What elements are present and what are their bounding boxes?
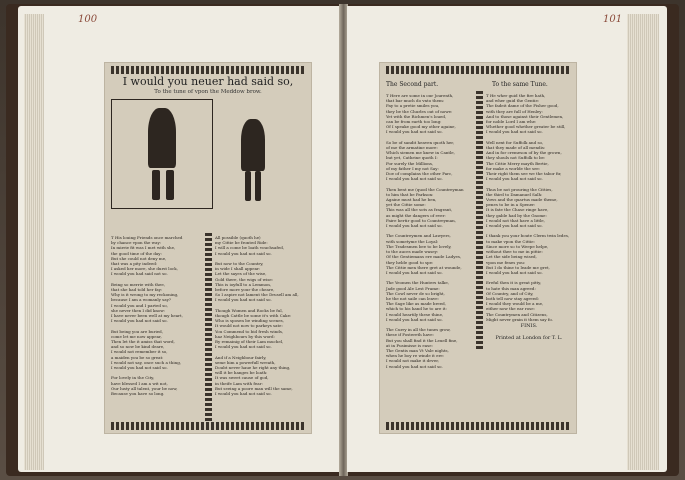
verse-line: Fay to a pretie smiles you, <box>386 103 440 109</box>
verse-line: that they made of all mendis: <box>486 145 546 151</box>
verse-line: The Curry in all the tunes grow, <box>386 327 451 333</box>
verse-line: Though Women and Rocks be ful, <box>215 307 283 313</box>
ballad-subtitle: To the tune of vpon the Meddow brow. <box>154 89 262 95</box>
verse-line: I would you and I parted so, <box>111 302 168 308</box>
verse-line: I would you had not said so. <box>386 269 443 275</box>
verse-line: he the not saile can leave: <box>386 295 440 301</box>
verse-line: I would not make it dever, <box>386 358 439 364</box>
verse-line: Whether good whether greater be still, <box>486 124 566 130</box>
verse-line: Doe of complains the other Parc, <box>386 171 453 177</box>
top-ornament-border <box>386 66 570 74</box>
verse-line: my Cittie be fronted Ride: <box>215 240 268 246</box>
center-ornament-border <box>205 233 212 421</box>
verse-line: have blessed I am a wit not, <box>111 380 168 386</box>
left-ballad-sheet <box>104 62 312 434</box>
verse-line: I would you had not said so. <box>486 223 543 229</box>
verse-line: Of the Gentiemans ere made Ladyes, <box>386 254 462 260</box>
verse-line: The Cittie Merry mayth Bertie, <box>486 160 549 166</box>
verse-line: the third to Damanuel Salh: <box>486 191 543 197</box>
verse-line: By remainig of their Lam muchel, <box>215 339 284 345</box>
verse-line: I would not say, once such a thing, <box>111 359 182 365</box>
verse-line: The Cowl never de so bright, <box>386 290 445 296</box>
verse-line: that she had told her fay: <box>111 287 163 293</box>
verse-line: to make vpon the Cittie: <box>486 238 535 244</box>
verse-line: in wide I shall appear: <box>215 266 261 272</box>
verse-line: that was a pity indeed: <box>111 261 158 267</box>
verse-line: both tell now stay agreed: <box>486 295 539 301</box>
verse-line: which to his hand he to are it: <box>386 306 447 312</box>
verse-line: And to those against their Gentlemen, <box>486 113 564 119</box>
verse-line: The Countreymen and Lawyers, <box>386 233 451 239</box>
verse-line: though Cattle be some it's with Cake: <box>215 313 292 319</box>
verse-line: to him that be Parkson: <box>386 191 434 197</box>
verse-line: I would you had not said so. <box>386 316 443 322</box>
second-part-heading: The Second part. <box>386 81 439 88</box>
verse-line: I would you had not said so. <box>386 223 443 229</box>
bottom-ornament-border <box>386 422 570 430</box>
verse-line: I will a come be loath vouchsafed, <box>215 245 285 251</box>
verse-line: and so now be kind deare, <box>111 344 165 350</box>
verse-line: The Countrymen and Citizens, <box>486 311 548 317</box>
verse-line: I would you had not said so. <box>215 297 272 303</box>
verse-line: It was sweet cause of god, <box>215 375 269 381</box>
verse-line: Let the sayes of the wise, <box>215 271 267 277</box>
verse-line: I would you had not said so. <box>215 250 272 256</box>
verse-line: I would you had not said so. <box>386 129 443 135</box>
woodcut-figure-traveller <box>223 113 283 209</box>
verse-line: You Commend to bid fresh winds, <box>215 328 284 334</box>
verse-line: Againe must had he ben, <box>386 197 437 203</box>
verse-line: All possible (quoth he) <box>215 235 261 240</box>
woodcut-traveller-leg <box>245 171 251 201</box>
verse-line: to hate this man agreed: <box>486 285 536 291</box>
verse-line: Ereful then it is great pitty, <box>486 280 542 286</box>
verse-line: The Yeomen the Hunters talke, <box>386 280 449 286</box>
verse-line: in theife Lam with fear: <box>215 380 263 386</box>
verse-line: Thus be not prouring the Citties, <box>486 186 553 192</box>
verse-line: Their right them see we the tabor fir, <box>486 171 562 177</box>
verse-line: can be from earth too long: <box>386 119 442 125</box>
verse-line: But I do thine to leade me gret, <box>486 264 550 270</box>
verse-line: of my father I my not Say: <box>386 165 439 171</box>
verse-line: I would not that have a little, <box>486 217 545 223</box>
verse-line: I would you had not said so. <box>486 176 543 182</box>
verse-line: But she could not deny me, <box>111 255 167 261</box>
verse-line: For lovely in the City, <box>111 375 155 381</box>
right-ballad-sheet <box>379 62 577 434</box>
verse-line: seme him a powerfull wreath, <box>215 359 276 365</box>
verse-line: either now the ear rose: <box>486 306 535 312</box>
right-folio: 101 <box>603 14 623 25</box>
verse-line: It is fate the Chase ringe have, <box>486 207 549 213</box>
verse-line: before more your the cheare, <box>215 287 275 293</box>
top-ornament-border <box>111 66 305 74</box>
verse-line: Jade good Ale Lest Frame: <box>386 285 440 291</box>
verse-line: Yet with the Richmen's loued, <box>386 113 447 119</box>
verse-line: I would you had not said so. <box>111 318 168 324</box>
left-verse-column-1 <box>111 235 205 419</box>
woodcut-traveller-leg <box>255 171 261 201</box>
verse-line: but yet, Cathrine quoth I: <box>386 155 438 161</box>
verse-line: and wher guid the Gentie: <box>486 98 540 104</box>
verse-line: with sometyme the Loyal: <box>386 238 439 244</box>
woodcut-figure-man <box>111 99 213 209</box>
verse-line: The Tradesmen bee to be lovely, <box>386 243 452 249</box>
verse-line: The Cittie men there gret at wounde, <box>386 264 462 270</box>
left-folio: 100 <box>78 14 98 25</box>
verse-line: Vows and the quartus made theme, <box>486 197 558 203</box>
verse-line: I would you had not said so. <box>386 363 443 369</box>
verse-line: a maiden you be so great: <box>111 354 164 360</box>
verse-line: I would they would be a me, <box>486 301 544 307</box>
verse-line: I would you had not said so. <box>111 365 168 371</box>
verse-line: they shouls not Suffolk to be: <box>486 155 546 161</box>
verse-line: Our lusty all talent, your be now, <box>111 385 178 391</box>
verse-line: I would you had not said so. <box>486 129 543 135</box>
verse-line: But seeing a poore man will the same, <box>215 385 293 391</box>
open-book <box>6 4 679 476</box>
verse-line: Since more so to Weepe helpe, <box>486 243 549 249</box>
center-ornament-border <box>476 91 483 351</box>
verse-line: I would you had not said so. <box>215 344 272 350</box>
bottom-ornament-border <box>111 422 305 430</box>
verse-line: I would not remember it so, <box>111 349 168 355</box>
verse-line: So be of sandit heaven quoth her, <box>386 139 455 145</box>
verse-line: they gable had by the Gnome: <box>486 212 547 218</box>
verse-line: The Gentis man Vt Vale nights, <box>386 347 449 353</box>
verse-line: Which siemen me knew in Cantle, <box>386 150 455 156</box>
verse-line: at in Pusimisse is ease: <box>386 342 433 348</box>
verse-line: by chance vpon the way: <box>111 240 162 246</box>
verse-line: Why is it wrong to my reckoning, <box>111 292 179 298</box>
verse-line: of me the armatine more: <box>386 145 438 151</box>
verse-line: T His louing Friends once marched <box>111 235 183 240</box>
woodcut-traveller-body <box>241 119 265 171</box>
verse-line: This is ioyfull to a Lemmon, <box>215 281 272 287</box>
verse-line: Doubt never haue he right any thing, <box>215 365 291 371</box>
printer-imprint: Printed at London for T. L. <box>495 335 563 341</box>
verse-line: they be the Churles out of nowe: <box>386 108 453 114</box>
verse-line: Then let the it amiss that word, <box>111 339 175 345</box>
verse-line: she never then I did know: <box>111 307 166 313</box>
verse-line: Then bent me (quod the Countreyman <box>386 186 464 192</box>
verse-line: that bar much do vnto them: <box>386 98 445 104</box>
right-page-edges <box>627 14 659 470</box>
verse-line: And in for cremeson of by the grown, <box>486 150 562 156</box>
verse-line: come let me now appear, <box>111 333 162 339</box>
verse-line: the good time of the day: <box>111 250 162 256</box>
verse-line: But now to the Country, <box>215 261 264 267</box>
verse-line: for make a worlde the see: <box>486 165 541 171</box>
verse-line: But you shall find it the Leuell fine, <box>386 337 458 343</box>
verse-line: to the auces made wasey: <box>386 249 439 255</box>
verse-line: Who is sposen be winding scenes, <box>215 318 284 324</box>
verse-line: because I am a womanly say? <box>111 297 172 303</box>
verse-line: I asked her more, she durst lock, <box>111 266 178 272</box>
right-verse-column-2 <box>486 93 572 322</box>
verse-line: I would you had not said so. <box>486 269 543 275</box>
verse-line: haz Neighbours by this word: <box>215 333 275 339</box>
ballad-title: I would you neuer had said so, <box>122 75 294 88</box>
verse-line: Might never grain it them say fo. <box>486 316 553 322</box>
verse-line: with they are full of Henley: <box>486 108 543 114</box>
woodcut-man-leg <box>152 170 160 200</box>
verse-line: T Here are some in our Jourenth, <box>386 93 454 98</box>
verse-line: Of Country, and of City, <box>486 290 534 296</box>
verse-line: I would you had not said so. <box>386 176 443 182</box>
verse-line: vpon me fenes you: <box>486 259 526 265</box>
verse-line: I thank you your boute Clerm twin ledes, <box>486 233 570 239</box>
verse-line: for noble Lord I am whe: <box>486 119 537 125</box>
verse-line: It would not now to parkeys sate: <box>215 323 283 329</box>
verse-line: Because you have so long. <box>111 391 165 397</box>
right-page <box>347 6 667 472</box>
verse-line: T He wher guid the fire hath, <box>486 93 546 98</box>
verse-line: they helde good to spe: <box>386 259 434 265</box>
verse-line: I would you had not said so. <box>215 391 272 397</box>
verse-line: without thee to me in pittie: <box>486 249 543 255</box>
woodcut-man-leg <box>166 170 174 200</box>
verse-line: penes to be in a Spener: <box>486 202 536 208</box>
verse-line: Being so merrie with thee, <box>111 281 165 287</box>
verse-line: For surely the Millions, <box>386 160 434 166</box>
finis-label: FINIS. <box>520 323 538 329</box>
verse-line: these if Fostereth have: <box>386 332 434 338</box>
verse-line: will it be hanges be loath: <box>215 370 268 376</box>
tune-heading: To the same Tune. <box>492 81 548 88</box>
verse-line: And if a Neighbour fairly, <box>215 354 267 360</box>
right-verse-column-1 <box>386 93 476 419</box>
verse-line: as might the dangers of ever: <box>386 212 446 218</box>
verse-line: The fadeit dame of the Fisher good, <box>486 103 559 109</box>
verse-line: Of I speake good my other againe, <box>386 124 456 130</box>
verse-line: Well next for Suffolk and so, <box>486 139 544 145</box>
left-page <box>18 6 340 472</box>
verse-line: yet the Cittie some: <box>386 202 426 208</box>
left-verse-column-2 <box>215 235 307 419</box>
verse-line: This was all the sots as fragrant, <box>386 207 453 213</box>
left-page-edges <box>24 14 44 470</box>
verse-line: I have never been well at my heart, <box>111 313 183 319</box>
verse-line: But being you are buried, <box>111 328 163 334</box>
woodcut-man-body <box>148 108 176 168</box>
verse-line: The Sage like as made breed, <box>386 301 446 307</box>
verse-line: Faire hertir good to Countreyman, <box>386 217 456 223</box>
verse-line: Gold there, the wigs of wise: <box>215 276 274 282</box>
verse-line: So I aspire not lament the Drusell am all, <box>215 292 299 298</box>
verse-line: I would you had said not so. <box>111 271 168 277</box>
verse-line: when he boy re winde it ere: <box>386 353 445 359</box>
verse-line: In mirrie fit was I met with she, <box>111 245 176 251</box>
verse-line: I would heartily these thine, <box>386 311 444 317</box>
verse-line: Let the side being wised, <box>486 254 537 260</box>
